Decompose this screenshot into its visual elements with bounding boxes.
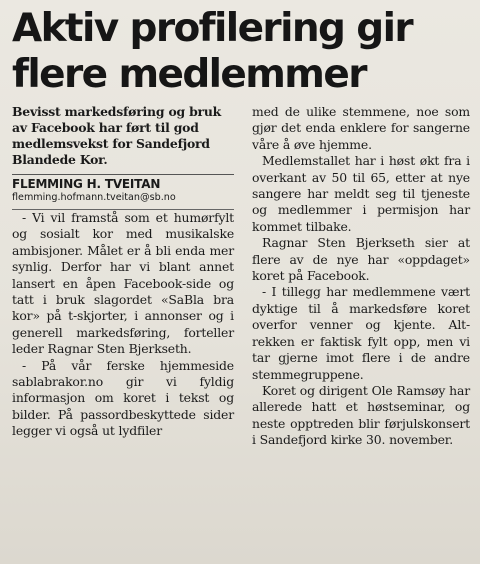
right-column — [240, 104, 470, 449]
left-column — [12, 104, 240, 449]
body-paragraph: Koret og dirigent Ole Ramsøy har allerede hatt et høstseminar, og neste opptreden blir førjulskonsert i Sandefjord kirke 30. november. — [252, 382, 470, 448]
headline: Aktiv profilering gir flere medlemmer — [12, 6, 413, 97]
author-email: flemming.hofmann.tveitan@sb.no — [12, 192, 234, 210]
article-columns — [12, 104, 470, 449]
body-paragraph: med de ulike stemmene, noe som gjør det enda enklere for sangerne våre å øve hjemme. — [252, 104, 470, 152]
body-paragraph: - Vi vil framstå som et humørfylt og sosialt kor med musikalske ambisjoner. Målet er å bli enda mer synlig. Derfor har vi blant annet lansert en åpen Facebook-side og tatt i bruk slagordet «SaBla bra kor» på t-skjorter, i annonser og i generell markedsføring, forteller leder Ragnar Sten Bjerkseth. — [12, 210, 234, 357]
body-paragraph: - På vår ferske hjemmeside sablabrakor.no gir vi fyldig informasjon om koret i tekst og bilder. På passordbeskyttede sider legger vi også ut lydfiler — [12, 357, 234, 439]
lead-paragraph: Bevisst markedsføring og bruk av Facebook har ført til god medlemsvekst for Sandefjord Blandede Kor. — [12, 104, 222, 167]
body-paragraph: - I tillegg har medlemmene vært dyktige til å markedsføre koret overfor venner og kjente. Alt-rekken er faktisk fylt opp, men vi tar gjerne imot flere i de andre stemmegruppene. — [252, 284, 470, 382]
body-paragraph: Ragnar Sten Bjerkseth sier at flere av de nye har «oppdaget» koret på Facebook. — [252, 235, 470, 284]
byline: FLEMMING H. TVEITAN — [12, 174, 234, 191]
body-paragraph: Medlemstallet har i høst økt fra i overkant av 50 til 65, etter at nye sangere har meldt seg til tjeneste og medlemmer i permisjon har kommet tilbake. — [252, 153, 470, 234]
